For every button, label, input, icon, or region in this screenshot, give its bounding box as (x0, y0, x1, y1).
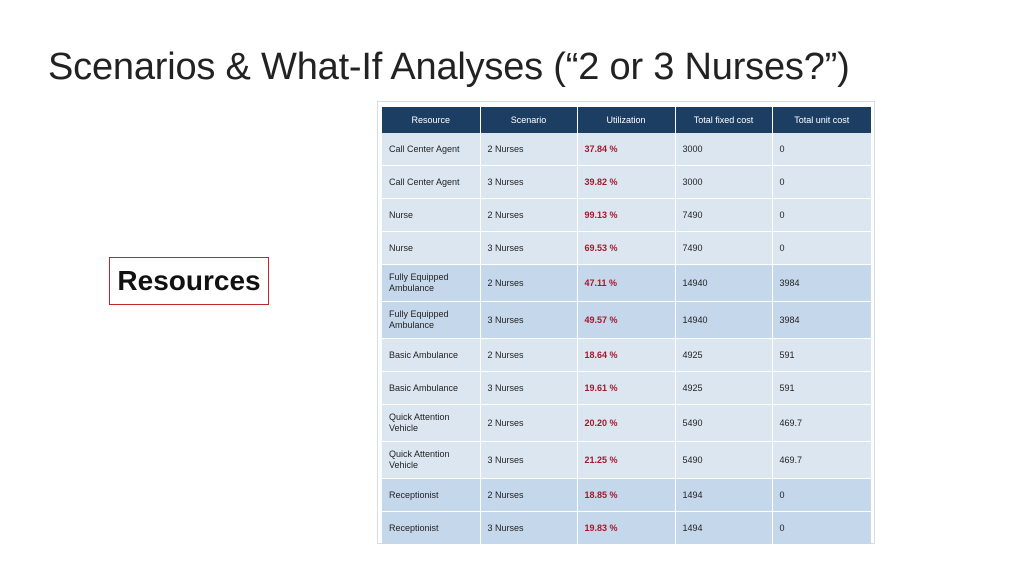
cell-scenario: 2 Nurses (480, 339, 577, 372)
cell-total-fixed-cost: 1494 (675, 479, 772, 512)
cell-total-unit-cost: 3984 (772, 265, 871, 302)
cell-resource: Receptionist (382, 512, 480, 545)
table-row (382, 232, 871, 265)
cell-resource: Nurse (382, 232, 480, 265)
cell-total-unit-cost: 469.7 (772, 442, 871, 479)
table-row (382, 512, 871, 545)
cell-scenario: 3 Nurses (480, 232, 577, 265)
header-total-fixed-cost: Total fixed cost (675, 107, 772, 133)
cell-resource: Call Center Agent (382, 166, 480, 199)
table-row (382, 133, 871, 166)
cell-total-fixed-cost: 14940 (675, 302, 772, 339)
cell-scenario: 2 Nurses (480, 199, 577, 232)
cell-utilization: 37.84 % (577, 133, 675, 166)
header-resource: Resource (382, 107, 480, 133)
resource-table-container (377, 101, 875, 544)
slide-title: Scenarios & What-If Analyses (“2 or 3 Nurses?”) (48, 46, 850, 88)
cell-resource: Call Center Agent (382, 133, 480, 166)
cell-scenario: 3 Nurses (480, 372, 577, 405)
cell-total-unit-cost: 469.7 (772, 405, 871, 442)
cell-resource: Fully Equipped Ambulance (382, 302, 480, 339)
cell-total-unit-cost: 0 (772, 166, 871, 199)
cell-resource: Nurse (382, 199, 480, 232)
cell-total-fixed-cost: 3000 (675, 166, 772, 199)
table-header-row (382, 107, 871, 133)
cell-scenario: 2 Nurses (480, 479, 577, 512)
table-row (382, 166, 871, 199)
table-row (382, 479, 871, 512)
cell-utilization: 18.64 % (577, 339, 675, 372)
cell-scenario: 3 Nurses (480, 512, 577, 545)
cell-utilization: 39.82 % (577, 166, 675, 199)
table-row (382, 265, 871, 302)
header-scenario: Scenario (480, 107, 577, 133)
header-utilization: Utilization (577, 107, 675, 133)
cell-scenario: 2 Nurses (480, 133, 577, 166)
cell-total-unit-cost: 0 (772, 512, 871, 545)
cell-total-fixed-cost: 3000 (675, 133, 772, 166)
cell-total-unit-cost: 0 (772, 199, 871, 232)
cell-total-unit-cost: 0 (772, 479, 871, 512)
cell-utilization: 21.25 % (577, 442, 675, 479)
table-row (382, 405, 871, 442)
cell-utilization: 99.13 % (577, 199, 675, 232)
table-row (382, 442, 871, 479)
cell-total-fixed-cost: 5490 (675, 442, 772, 479)
cell-resource: Basic Ambulance (382, 372, 480, 405)
cell-utilization: 18.85 % (577, 479, 675, 512)
table-row (382, 302, 871, 339)
cell-resource: Quick Attention Vehicle (382, 442, 480, 479)
cell-scenario: 3 Nurses (480, 166, 577, 199)
cell-utilization: 47.11 % (577, 265, 675, 302)
cell-total-unit-cost: 591 (772, 339, 871, 372)
resource-utilization-table (382, 107, 871, 545)
cell-resource: Fully Equipped Ambulance (382, 265, 480, 302)
cell-scenario: 3 Nurses (480, 442, 577, 479)
resources-label: Resources (109, 257, 269, 305)
cell-total-fixed-cost: 4925 (675, 372, 772, 405)
cell-total-fixed-cost: 4925 (675, 339, 772, 372)
cell-utilization: 19.83 % (577, 512, 675, 545)
cell-scenario: 3 Nurses (480, 302, 577, 339)
table-row (382, 199, 871, 232)
cell-total-fixed-cost: 5490 (675, 405, 772, 442)
cell-resource: Receptionist (382, 479, 480, 512)
cell-utilization: 69.53 % (577, 232, 675, 265)
cell-scenario: 2 Nurses (480, 265, 577, 302)
cell-total-unit-cost: 591 (772, 372, 871, 405)
cell-total-unit-cost: 0 (772, 133, 871, 166)
cell-utilization: 49.57 % (577, 302, 675, 339)
cell-scenario: 2 Nurses (480, 405, 577, 442)
cell-total-unit-cost: 0 (772, 232, 871, 265)
table-row (382, 339, 871, 372)
cell-resource: Basic Ambulance (382, 339, 480, 372)
cell-total-fixed-cost: 14940 (675, 265, 772, 302)
table-row (382, 372, 871, 405)
cell-utilization: 19.61 % (577, 372, 675, 405)
cell-utilization: 20.20 % (577, 405, 675, 442)
cell-resource: Quick Attention Vehicle (382, 405, 480, 442)
cell-total-unit-cost: 3984 (772, 302, 871, 339)
cell-total-fixed-cost: 7490 (675, 232, 772, 265)
cell-total-fixed-cost: 7490 (675, 199, 772, 232)
header-total-unit-cost: Total unit cost (772, 107, 871, 133)
cell-total-fixed-cost: 1494 (675, 512, 772, 545)
